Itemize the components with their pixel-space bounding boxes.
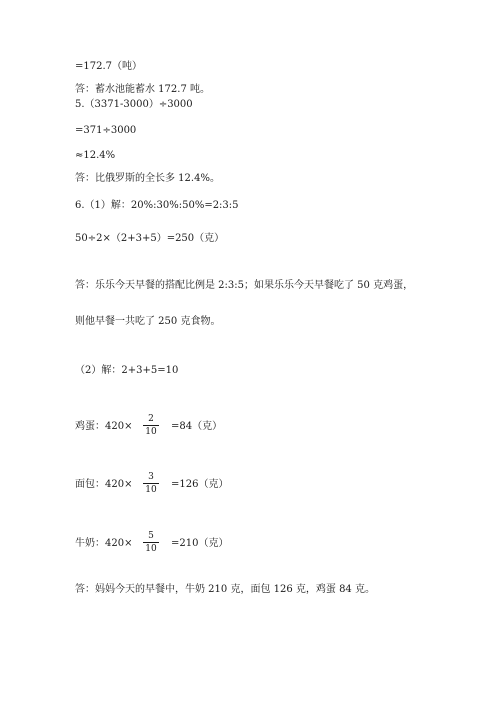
fraction-numerator: 2 <box>148 414 154 424</box>
milk-result: =210（克） <box>171 538 229 549</box>
final-answer-line: 答：妈妈今天的早餐中，牛奶 210 克，面包 126 克，鸡蛋 84 克。 <box>75 584 375 595</box>
fraction-numerator: 3 <box>148 472 154 482</box>
eggs-result: =84（克） <box>171 421 223 432</box>
problem-6-part-1: 6.（1）解：20%:30%:50%=2:3:5 <box>75 200 239 211</box>
division-step: =371÷3000 <box>75 125 137 136</box>
bread-result: =126（克） <box>171 479 229 490</box>
milk-label: 牛奶：420× <box>75 538 133 549</box>
fraction-denominator: 10 <box>145 544 157 554</box>
milk-fraction <box>143 531 159 554</box>
bread-label: 面包：420× <box>75 479 133 490</box>
eggs-label: 鸡蛋：420× <box>75 421 133 432</box>
approx-result: ≈12.4% <box>75 150 116 161</box>
problem-5-expression: 5.（3371-3000）÷3000 <box>75 99 193 110</box>
answer-line-ratio: 答：乐乐今天早餐的搭配比例是 2:3:5；如果乐乐今天早餐吃了 50 克鸡蛋， <box>75 280 414 291</box>
answer-line-reservoir: 答：蓄水池能蓄水 172.7 吨。 <box>75 84 210 95</box>
problem-6-part-2: （2）解：2+3+5=10 <box>75 365 179 376</box>
eggs-fraction <box>143 414 159 437</box>
bread-fraction <box>143 472 159 495</box>
fraction-bar <box>143 542 159 543</box>
result-line-tons: =172.7（吨） <box>75 61 143 72</box>
fraction-denominator: 10 <box>145 485 157 495</box>
fraction-denominator: 10 <box>145 427 157 437</box>
fraction-bar <box>143 425 159 426</box>
answer-line-russia: 答：比俄罗斯的全长多 12.4%。 <box>75 173 220 184</box>
fraction-bar <box>143 483 159 484</box>
answer-line-total: 则他早餐一共吃了 250 克食物。 <box>75 316 221 327</box>
fraction-numerator: 5 <box>148 531 154 541</box>
grams-calculation: 50÷2×（2+3+5）=250（克） <box>75 233 225 244</box>
